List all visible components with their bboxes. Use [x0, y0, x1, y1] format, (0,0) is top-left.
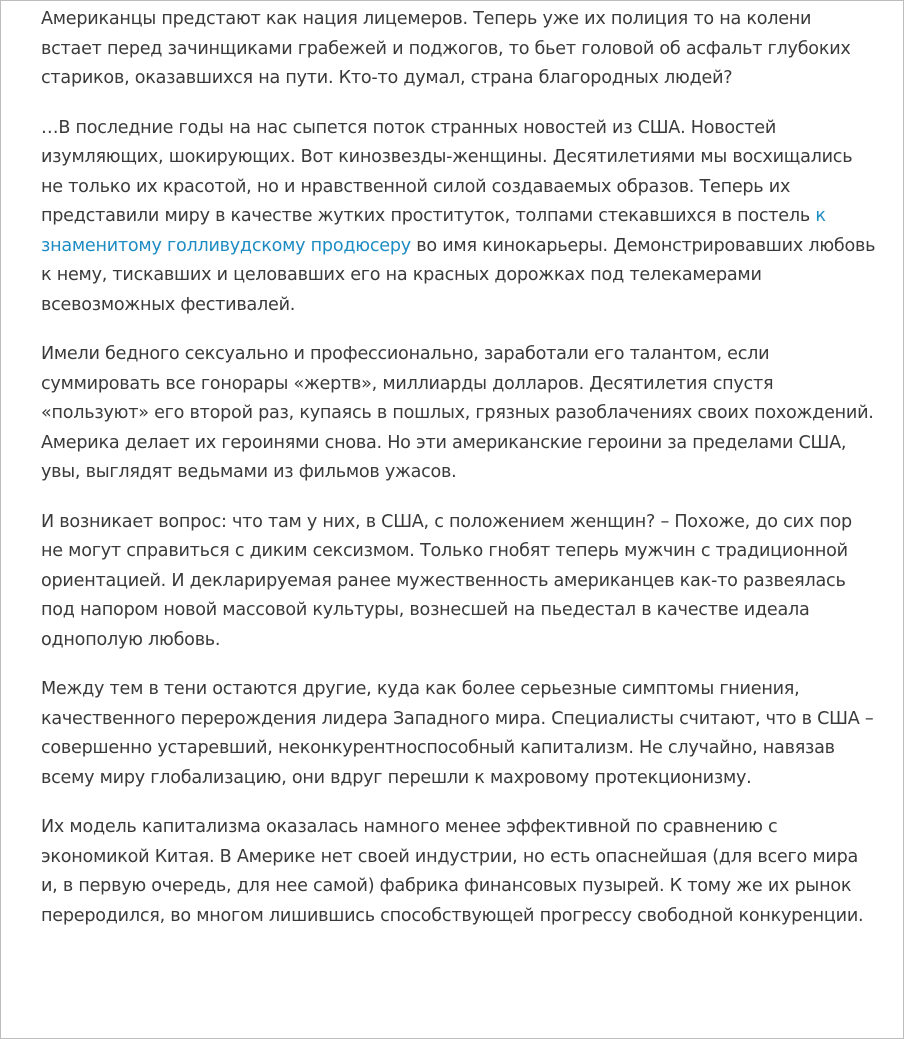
article-body — [41, 5, 877, 951]
paragraph-4: И возникает вопрос: что там у них, в США, с положением женщин? – Похоже, до сих пор не могут справиться с диким сексизмом. Только гнобят теперь мужчин с традиционной ориентацией. И декларируемая ранее мужественность американцев как-то развеялась под напором новой массовой культуры, вознесшей на пьедестал в качестве идеала однополую любовь. — [41, 511, 852, 650]
paragraph-2 — [41, 114, 877, 321]
paragraph-5: Между тем в тени остаются другие, куда как более серьезные симптомы гниения, качественного перерождения лидера Западного мира. Специалисты считают, что в США – совершенно устаревший, неконкурентноспособный капитализм. Не случайно, навязав всему миру глобализацию, они вдруг перешли к махровому протекционизму. — [41, 679, 874, 788]
paragraph-2-text-after: во имя кинокарьеры. Демонстрировавших любовь к нему, тискавших и целовавших его на красных дорожках под телекамерами всевозможных фестивалей. — [41, 235, 876, 315]
paragraph-2-text-before: …В последние годы на нас сыпется поток странных новостей из США. Новостей изумляющих, шокирующих. Вот кинозвезды-женщины. Десятилетиями мы восхищались не только их красотой, но и нравственной силой создаваемых образов. Теперь их представили миру в качестве жутких проституток, толпами стекавшихся в постель — [41, 117, 853, 226]
paragraph-6: Их модель капитализма оказалась намного менее эффективной по сравнению с экономикой Китая. В Америке нет своей индустрии, но есть опаснейшая (для всего мира и, в первую очередь, для нее самой) фабрика финансовых пузырей. К тому же их рынок переродился, во многом лишившись способствующей прогрессу свободной конкуренции. — [41, 817, 864, 926]
producer-link[interactable]: к знаменитому голливудскому продюсеру — [41, 206, 826, 256]
paragraph-3: Имели бедного сексуально и профессионально, заработали его талантом, если суммировать все гонорары «жертв», миллиарды долларов. Десятилетия спустя «пользуют» его второй раз, купаясь в пошлых, грязных разоблачениях своих похождений. Америка делает их героинями снова. Но эти американские героини за пределами США, увы, выглядят ведьмами из фильмов ужасов. — [41, 344, 874, 482]
paragraph-1: Американцы предстают как нация лицемеров. Теперь уже их полиция то на колени встает перед зачинщиками грабежей и поджогов, то бьет головой об асфальт глубоких стариков, оказавшихся на пути. Кто-то думал, страна благородных людей? — [41, 9, 851, 88]
